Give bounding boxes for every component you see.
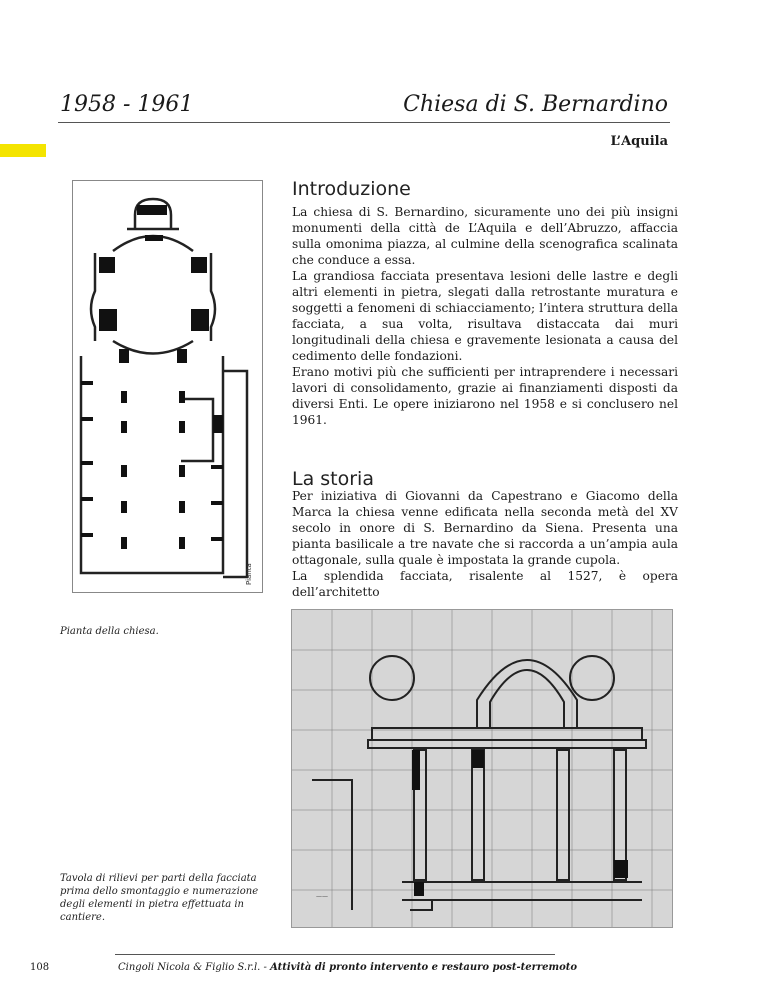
header-city: L’Aquila: [610, 134, 668, 149]
accent-tab: [0, 144, 46, 157]
paragraph: La chiesa di S. Bernardino, sicuramente uno dei più insigni monumenti della città de L’Aquila e dell’Abruzzo, affaccia sulla omonima piazza, al culmine della scenografica scalinata che conduce a essa.: [292, 205, 678, 267]
plan-caption: Pianta della chiesa.: [60, 626, 159, 637]
header-rule: [58, 122, 670, 123]
section-body-introduzione: [292, 204, 678, 428]
footer-text: [118, 962, 577, 973]
facade-survey-drawing: [291, 609, 673, 928]
header-years: 1958 - 1961: [60, 92, 194, 117]
section-title-introduzione: Introduzione: [292, 178, 411, 200]
church-plan-figure: [72, 180, 263, 593]
paragraph: Per iniziativa di Giovanni da Capestrano e Giacomo della Marca la chiesa venne edificata nella seconda metà del XV secolo in onore di S. Bernardino da Siena. Presenta una pianta basilicale a tre navate che si raccorda a un’ampia aula ottagonale, sulla quale è impostata la grande cupola.: [292, 489, 678, 567]
footer-activity: Attività di pronto intervento e restauro post-terremoto: [270, 962, 578, 973]
footer-rule: [115, 954, 555, 955]
paragraph: La splendida facciata, risalente al 1527, è opera dell’architetto: [292, 569, 678, 599]
paragraph: Erano motivi più che sufficienti per intraprendere i necessari lavori di consolidamento, grazie ai finanziamenti disposti da diversi Enti. Le opere iniziarono nel 1958 e si conclusero nel 1961.: [292, 365, 678, 427]
drawing-caption: Tavola di rilievi per parti della facciata prima dello smontaggio e numerazione degli elementi in pietra effettuata in cantiere.: [60, 873, 259, 923]
page-number: 108: [30, 962, 50, 973]
plan-label: Pianta: [245, 563, 253, 585]
footer-company: Cingoli Nicola & Figlio S.r.l. -: [118, 962, 271, 973]
paragraph: La grandiosa facciata presentava lesioni delle lastre e degli altri elementi in pietra, slegati dalla retrostante muratura e soggetti a fenomeni di schiacciamento; l’intera struttura della facciata, a sua volta, risultava distaccata dai muri longitudinali della chiesa e gravemente lesionata a causa del cedimento delle fondazioni.: [292, 269, 678, 363]
header-title: Chiesa di S. Bernardino: [403, 92, 668, 117]
church-plan-drawing: [73, 181, 262, 592]
facade-drawing-svg: [292, 610, 672, 927]
section-body-storia: [292, 488, 678, 600]
section-title-storia: La storia: [292, 468, 374, 490]
svg-text:——: ——: [316, 893, 328, 900]
